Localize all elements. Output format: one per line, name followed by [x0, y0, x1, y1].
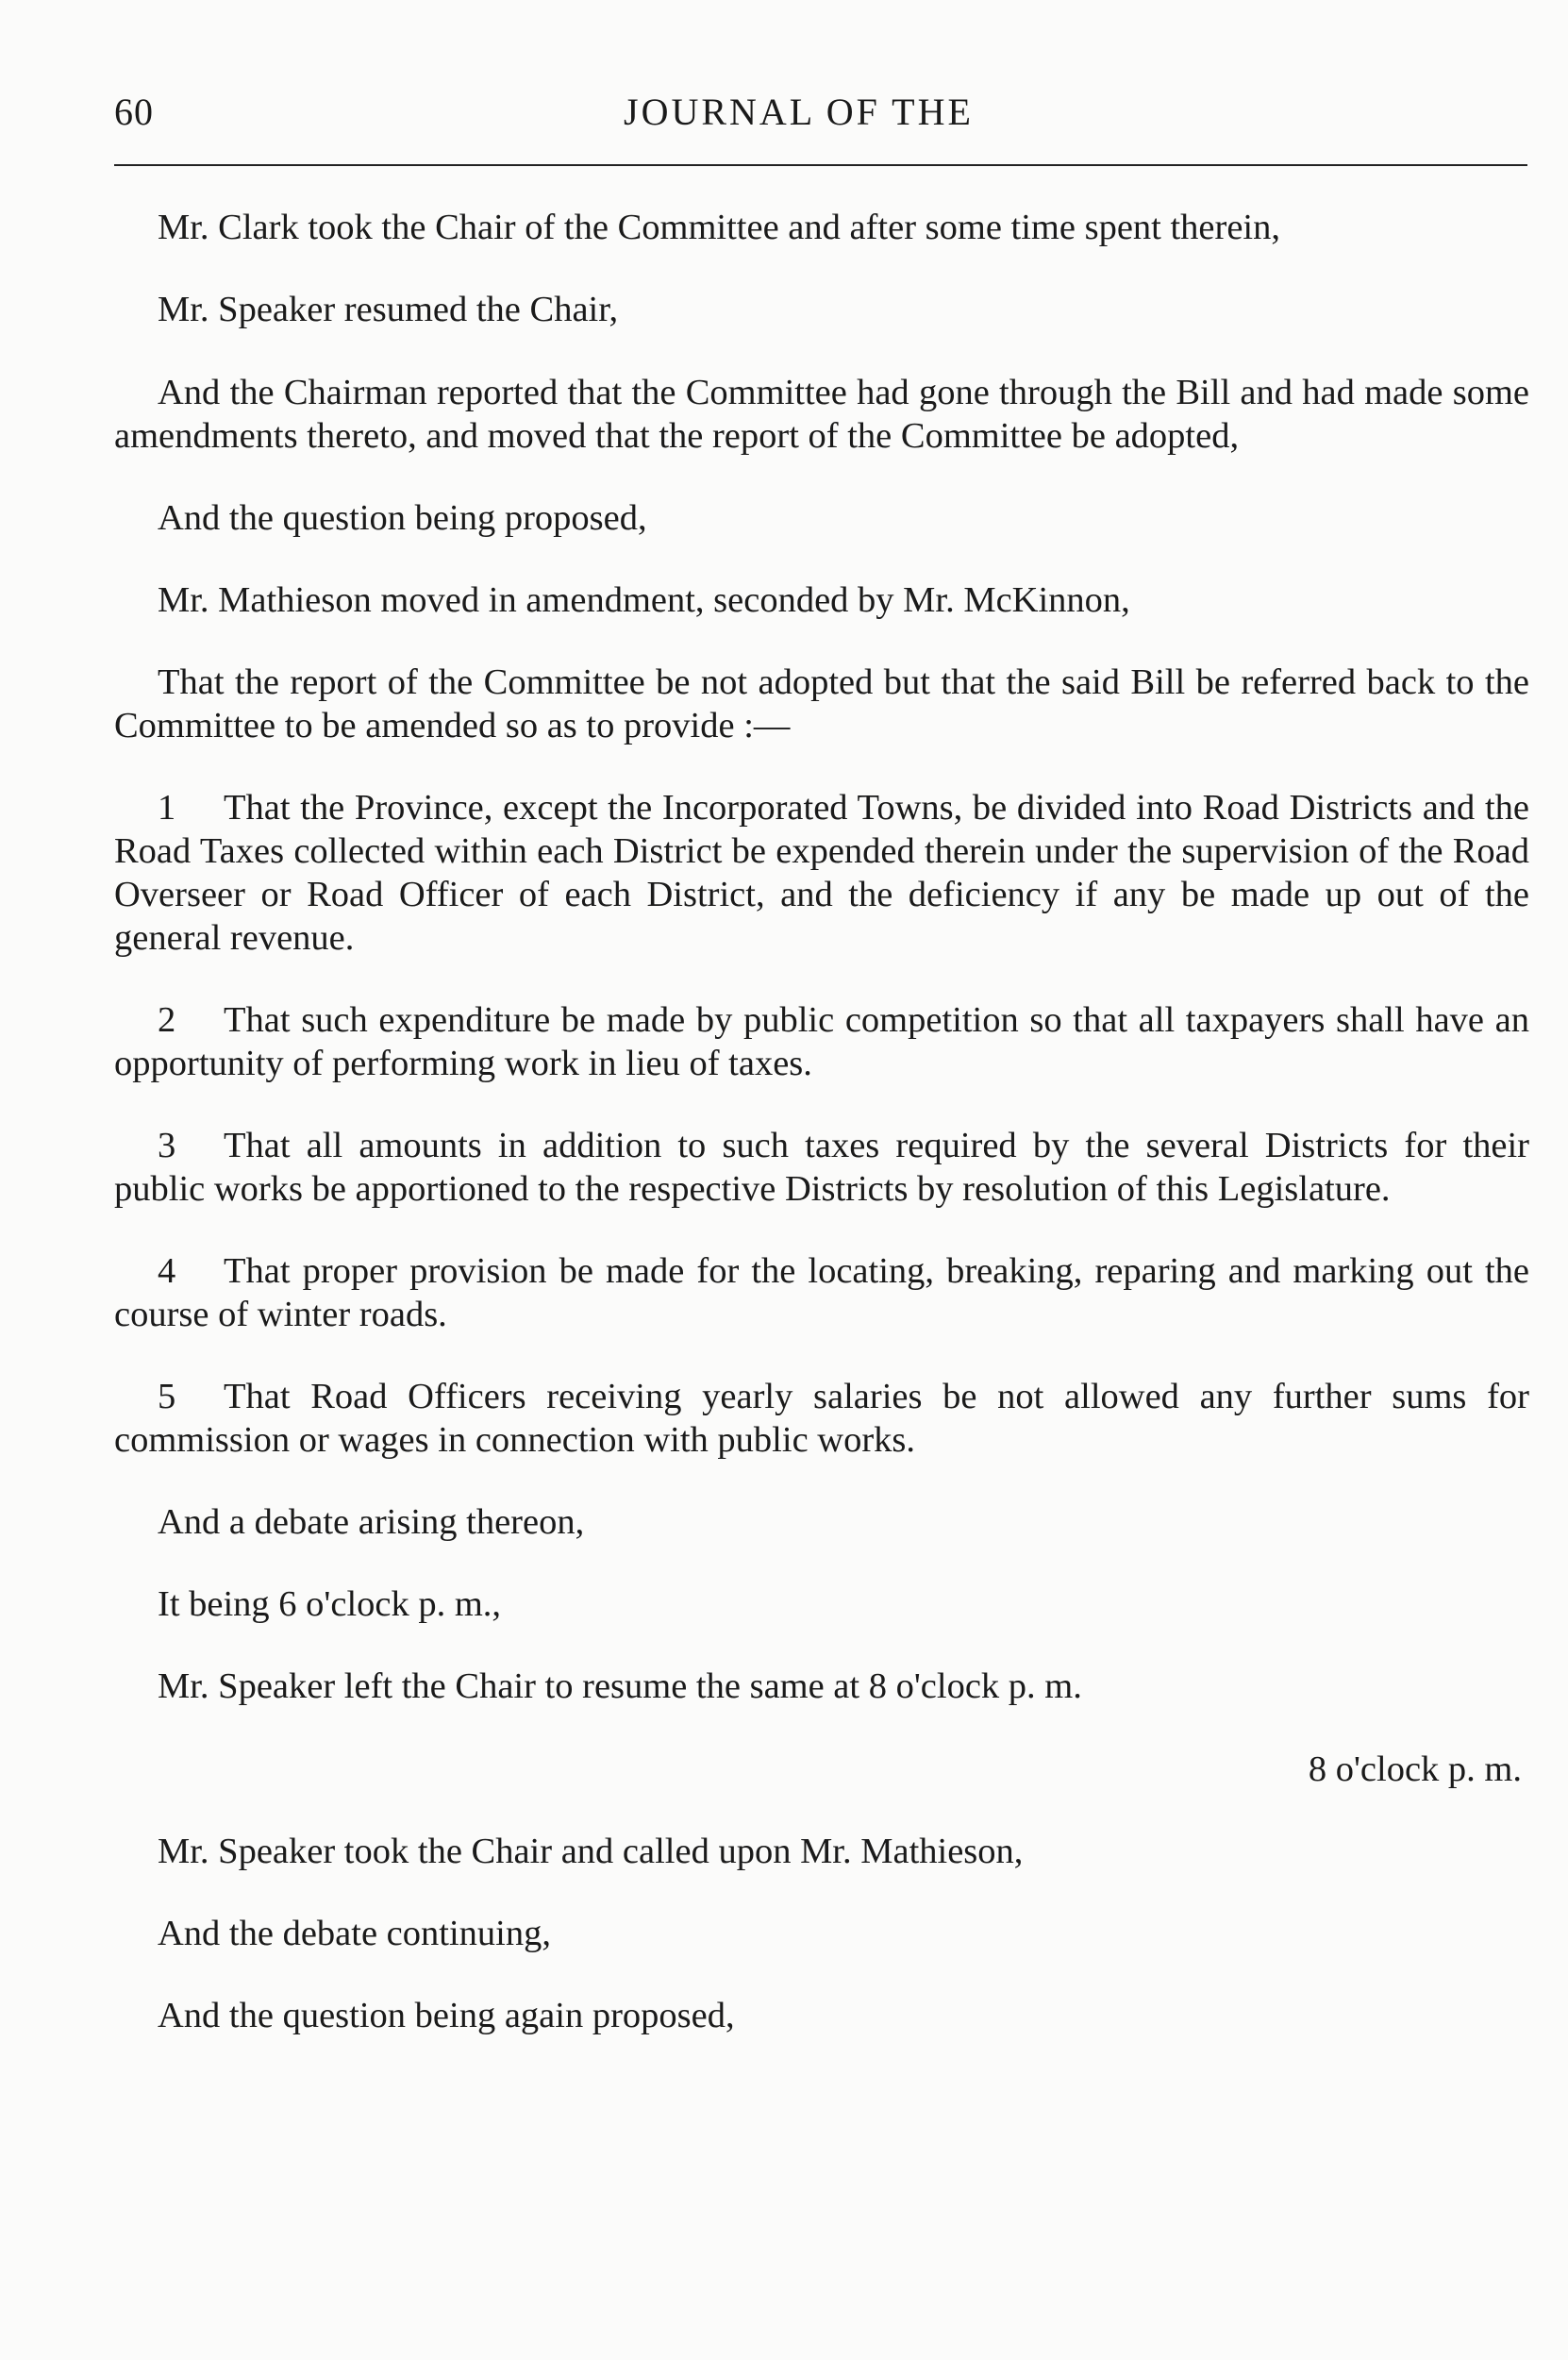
amendment-item-1: [114, 786, 1529, 960]
paragraph-speaker-resumed: Mr. Speaker resumed the Chair,: [158, 290, 619, 329]
paragraph-six-oclock: It being 6 o'clock p. m.,: [158, 1584, 502, 1624]
paragraph-question-proposed: And the question being proposed,: [158, 498, 647, 538]
item-text: That the Province, except the Incorporated Towns, be divided into Road Districts and the Road Taxes collected within each District be expended therein under the supervision of the Road Overseer or Road Officer of each District, and the deficiency if any be made up out of the general revenue.: [114, 788, 1529, 958]
item-number: 4: [158, 1251, 176, 1291]
amendment-item-2: [114, 998, 1529, 1085]
paragraph-mathieson-amendment: Mr. Mathieson moved in amendment, seconded by Mr. McKinnon,: [158, 580, 1130, 620]
paragraph-speaker-took-chair: Mr. Speaker took the Chair and called upon Mr. Mathieson,: [158, 1832, 1024, 1871]
paragraph-clark-chair: Mr. Clark took the Chair of the Committee and after some time spent therein,: [158, 208, 1281, 247]
paragraph-speaker-left: Mr. Speaker left the Chair to resume the same at 8 o'clock p. m.: [158, 1666, 1082, 1706]
page-header: [114, 90, 1529, 146]
item-number: 5: [158, 1377, 176, 1416]
paragraph-question-again: And the question being again proposed,: [158, 1996, 735, 2035]
journal-body: [114, 206, 1529, 2037]
time-marker: 8 o'clock p. m.: [1308, 1749, 1522, 1789]
item-number: 2: [158, 1000, 176, 1040]
amendment-item-4: [114, 1249, 1529, 1336]
item-text: That all amounts in addition to such taxes required by the several Districts for their public works be apportioned to the respective Districts by resolution of this Legislature.: [114, 1126, 1529, 1209]
page-number: 60: [114, 91, 154, 133]
item-number: 1: [158, 788, 176, 828]
amendment-item-5: [114, 1375, 1529, 1462]
item-text: That Road Officers receiving yearly salaries be not allowed any further sums for commission or wages in connection with public works.: [114, 1377, 1529, 1460]
item-text: That such expenditure be made by public competition so that all taxpayers shall have an opportunity of performing work in lieu of taxes.: [114, 1000, 1529, 1083]
running-head-title: JOURNAL OF THE: [624, 91, 974, 133]
item-number: 3: [158, 1126, 176, 1165]
paragraph-debate-continuing: And the debate continuing,: [158, 1914, 551, 1953]
paragraph-chairman-reported: And the Chairman reported that the Committee had gone through the Bill and had made some amendments thereto, and moved that the report of the Committee be adopted,: [114, 373, 1529, 456]
paragraph-report-not-adopted: That the report of the Committee be not adopted but that the said Bill be referred back to the Committee to be amended so as to provide :—: [114, 662, 1529, 745]
item-text: That proper provision be made for the locating, breaking, reparing and marking out the course of winter roads.: [114, 1251, 1529, 1334]
amendment-item-3: [114, 1124, 1529, 1211]
header-rule: [114, 164, 1527, 166]
paragraph-debate-arising: And a debate arising thereon,: [158, 1502, 585, 1542]
